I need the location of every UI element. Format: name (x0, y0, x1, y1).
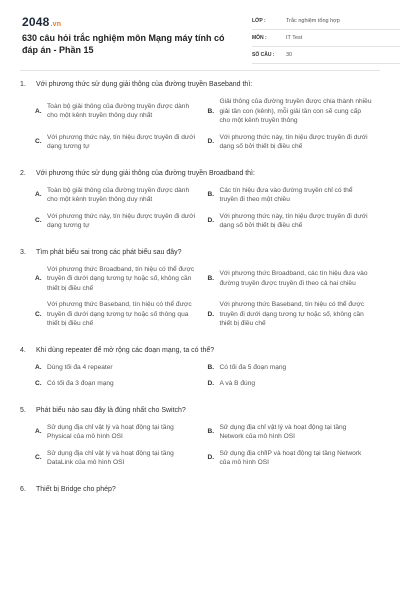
options-grid (20, 265, 380, 336)
options-grid (20, 97, 380, 159)
question-number: 6. (20, 485, 26, 493)
logo-suffix: .vn (50, 21, 62, 28)
option-text: Dùng tối đa 4 repeater (47, 363, 113, 371)
question-1 (20, 80, 380, 159)
option-text: Với phương thức này, tín hiệu được truyền đi dưới dạng số bởi thiết bị điều chế (219, 212, 368, 229)
option-text: Với phương thức Baseband, tín hiệu có thể được truyền đi dưới dạng tương tự hoặc số thông qua thiết bị điều chế (47, 301, 192, 327)
option-letter: D. (207, 138, 215, 146)
option-letter: A. (35, 363, 42, 371)
option-b[interactable] (208, 97, 381, 126)
meta-row-subject (252, 30, 400, 47)
option-d[interactable] (208, 449, 381, 468)
question-text: Tìm phát biểu sai trong các phát biểu sau đây? (36, 248, 182, 256)
option-letter: A. (35, 275, 42, 282)
option-b[interactable] (208, 265, 381, 294)
meta-value: Trắc nghiệm tổng hợp (286, 18, 340, 24)
option-letter: D. (207, 454, 215, 462)
option-text: Có tối đa 3 đoạn mạng (47, 380, 114, 387)
option-letter: A. (35, 191, 42, 199)
option-a[interactable] (35, 97, 208, 126)
option-letter: C. (35, 138, 42, 146)
question-text: Với phương thức sử dụng giải thông của đường truyền Broadband thì: (36, 169, 255, 177)
question-number: 3. (20, 248, 26, 256)
option-b[interactable] (208, 186, 381, 205)
question-text: Phát biểu nào sau đây là đúng nhất cho Switch? (36, 406, 186, 414)
option-text: Toàn bộ giải thông của đường truyền được dành cho một kênh truyền thông duy nhất (47, 186, 190, 203)
meta-value: 30 (286, 52, 293, 58)
options-grid (20, 186, 380, 238)
option-text: Với phương thức này, tín hiệu được truyền đi dưới dạng số bởi thiết bị điều chế (219, 133, 368, 150)
option-d[interactable] (208, 212, 381, 231)
site-logo[interactable] (22, 15, 61, 29)
option-letter: B. (207, 428, 215, 436)
option-letter: D. (207, 310, 215, 318)
question-number: 2. (20, 169, 26, 177)
option-c[interactable] (35, 133, 208, 152)
question-text: Khi dùng repeater để mở rộng các đoạn mạng, ta có thể? (36, 346, 215, 354)
option-text: Với phương thức này, tín hiệu được truyền đi dưới dạng tương tự (47, 133, 196, 150)
option-c[interactable] (35, 300, 208, 329)
option-letter: C. (35, 380, 42, 387)
option-text: Sử dụng địa chỉ vật lý và hoạt động tại tầng Network của mô hình OSI (219, 423, 347, 440)
question-6 (20, 485, 380, 495)
option-text: Có tối đa 5 đoạn mạng (219, 363, 287, 371)
option-d[interactable] (208, 300, 381, 329)
logo-text: 2048 (22, 15, 50, 29)
meta-row-count (252, 47, 400, 64)
header-divider (20, 70, 380, 71)
meta-table (252, 13, 400, 64)
question-2 (20, 169, 380, 238)
question-list (20, 80, 380, 505)
option-text: Sử dụng địa chỉ vật lý và hoạt động tại tầng DataLink của mô hình OSI (47, 449, 174, 466)
option-b[interactable] (208, 423, 381, 442)
option-c[interactable] (35, 212, 208, 231)
option-text: Với phương thức Baseband, tín hiệu có thể được truyền đi dưới dạng tương tự hoặc số, không cần thiết bị điều chế (219, 301, 365, 327)
option-letter: C. (35, 310, 42, 318)
question-text: Thiết bị Bridge cho phép? (36, 485, 116, 493)
option-letter: A. (35, 107, 42, 115)
option-text: A và B đúng (219, 380, 256, 387)
question-text: Với phương thức sử dụng giải thông của đường truyền Baseband thì: (36, 81, 253, 88)
option-letter: B. (207, 275, 215, 282)
option-letter: D. (207, 380, 215, 387)
option-letter: C. (35, 217, 42, 225)
option-d[interactable] (208, 133, 381, 152)
option-text: Sử dụng địa chỉ vật lý và hoạt động tại tầng Physical của mô hình OSI (47, 423, 174, 440)
option-b[interactable] (208, 363, 381, 373)
question-number: 1. (20, 81, 26, 88)
option-c[interactable] (35, 449, 208, 468)
option-text: Giải thông của đường truyền được chia thành nhiều giải tần con (kênh), mỗi giải tần con sẽ cung cấp cho một kênh truyền thông (219, 98, 372, 124)
meta-label: MÔN : (252, 35, 267, 41)
question-3 (20, 248, 380, 336)
option-a[interactable] (35, 423, 208, 442)
options-grid (20, 423, 380, 475)
document-header (20, 0, 380, 72)
meta-label: LỚP : (252, 18, 266, 24)
option-text: Toàn bộ giải thông của đường truyền được dành cho một kênh truyền thông duy nhất (47, 102, 190, 120)
option-letter: B. (207, 363, 215, 371)
option-text: Với phương thức Broadband, các tín hiệu đưa vào đường truyền được truyền đi theo cả hai chiều (219, 270, 368, 287)
option-letter: B. (207, 107, 215, 115)
meta-row-class (252, 13, 400, 30)
document-title: 630 câu hỏi trắc nghiệm môn Mạng máy tính có đáp án - Phần 15 (22, 33, 225, 55)
option-d[interactable] (208, 379, 381, 389)
question-5 (20, 406, 380, 475)
option-letter: B. (207, 191, 215, 199)
option-text: Sử dụng địa chỉIP và hoạt động tại tầng Network của mô hình OSI (219, 449, 362, 466)
question-4 (20, 346, 380, 396)
option-letter: D. (207, 217, 215, 225)
option-text: Các tín hiệu đưa vào đường truyền chỉ có thể truyền đi theo một chiều (219, 186, 353, 203)
options-grid (20, 363, 380, 396)
question-number: 5. (20, 406, 26, 414)
option-a[interactable] (35, 363, 208, 373)
option-a[interactable] (35, 186, 208, 205)
option-text: Với phương thức Broadband, tín hiệu có thể được truyền đi dưới dạng tương tự hoặc số, không cần thiết bị điều chế (47, 265, 195, 292)
meta-value: IT Test (286, 35, 303, 41)
option-letter: C. (35, 454, 42, 462)
question-number: 4. (20, 346, 26, 354)
option-a[interactable] (35, 265, 208, 294)
meta-label: SỐ CÂU : (252, 52, 275, 58)
option-text: Với phương thức này, tín hiệu được truyền đi dưới dạng tương tự (47, 212, 196, 229)
option-letter: A. (35, 428, 42, 436)
option-c[interactable] (35, 379, 208, 389)
